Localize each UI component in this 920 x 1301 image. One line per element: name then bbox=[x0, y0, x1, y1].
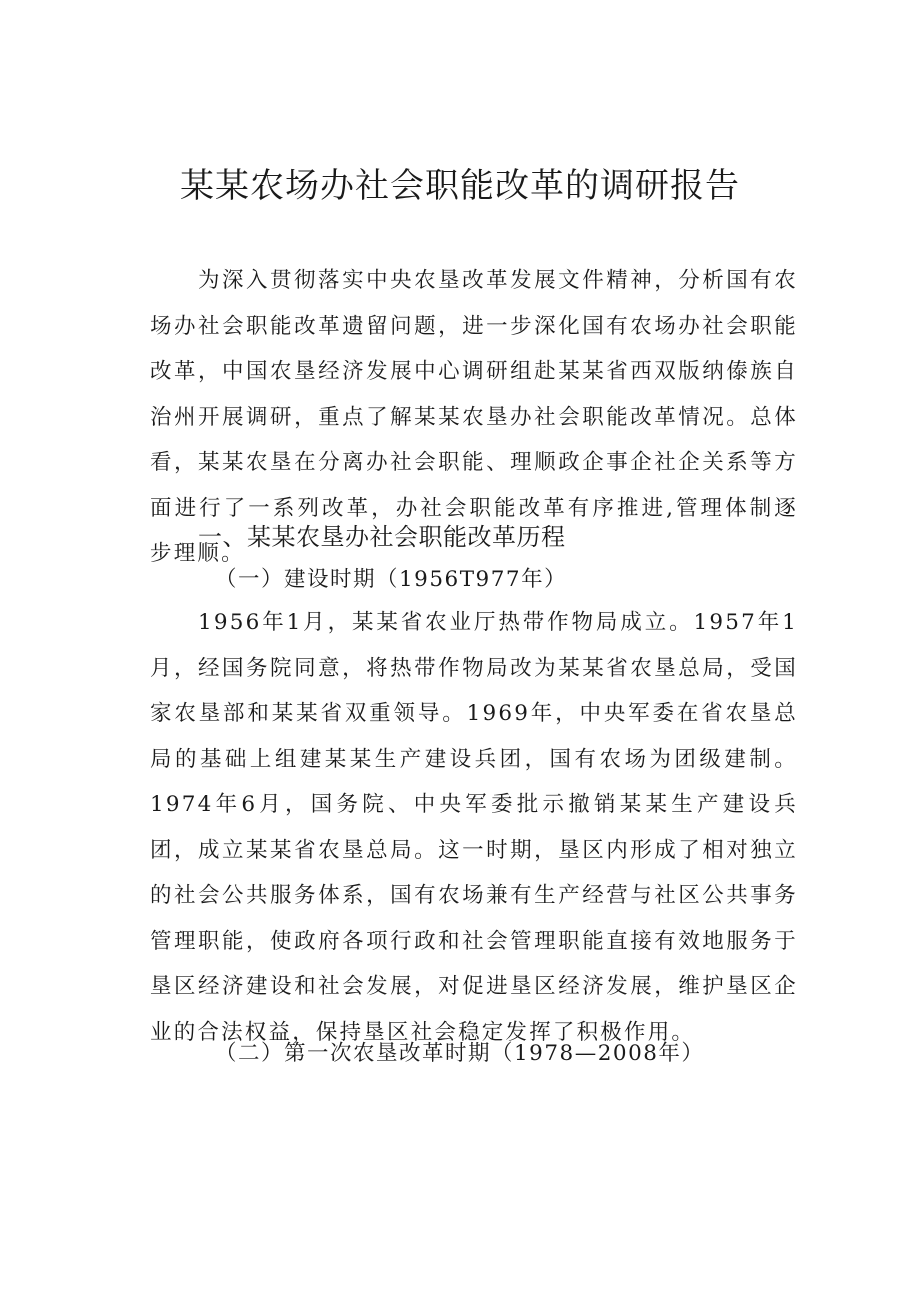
subsection-2-heading: （二）第一次农垦改革时期（1978—2008年） bbox=[215, 1041, 705, 1066]
document-title: 某某农场办社会职能改革的调研报告 bbox=[180, 166, 740, 206]
intro-paragraph: 为深入贯彻落实中央农垦改革发展文件精神，分析国有农场办社会职能改革遗留问题，进一步深化国有农场办社会职能改革，中国农垦经济发展中心调研组赴某某省西双版纳傣族自治州开展调研，重点了解某某农垦办社会职能改革情况。总体看，某某农垦在分离办社会职能、理顺政企事企社企关系等方面进行了一系列改革，办社会职能改革有序推进,管理体制逐步理顺。 bbox=[150, 268, 798, 566]
subsection-1-heading: （一）建设时期（1956T977年） bbox=[215, 567, 568, 592]
section-1-heading: 一、某某农垦办社会职能改革历程 bbox=[198, 523, 566, 551]
subsection-1-body: 1956年1月，某某省农业厅热带作物局成立。1957年1月，经国务院同意，将热带作物局改为某某省农垦总局，受国家农垦部和某某省双重领导。1969年，中央军委在省农垦总局的基础上组建某某生产建设兵团，国有农场为团级建制。1974年6月，国务院、中央军委批示撤销某某生产建设兵团，成立某某省农垦总局。这一时期，垦区内形成了相对独立的社会公共服务体系，国有农场兼有生产经营与社区公共事务管理职能，使政府各项行政和社会管理职能直接有效地服务于垦区经济建设和社会发展，对促进垦区经济发展，维护垦区企业的合法权益，保持垦区社会稳定发挥了积极作用。 bbox=[150, 610, 798, 1045]
